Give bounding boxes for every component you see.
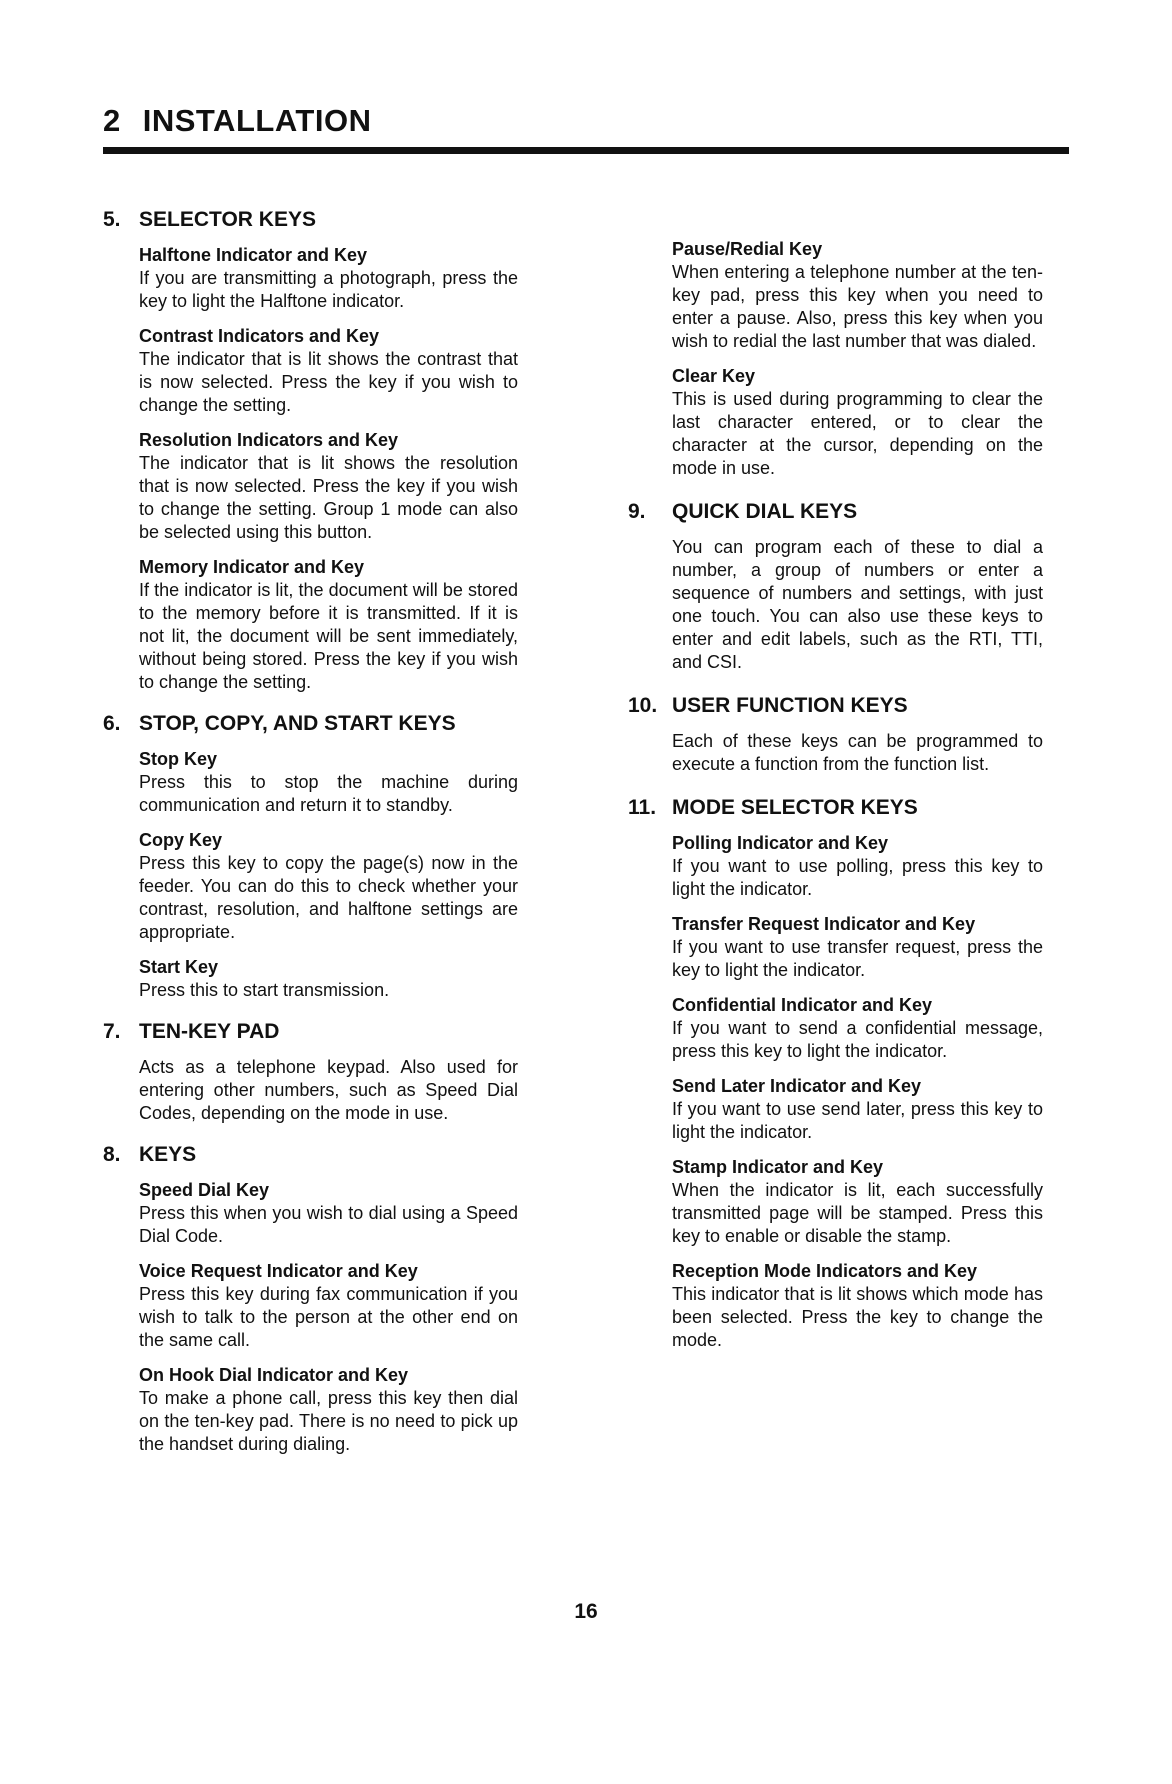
section-heading (628, 500, 1043, 524)
header-rule (103, 147, 1069, 154)
key-title: Transfer Request Indicator and Key (672, 914, 976, 934)
key-text: If the indicator is lit, the document will be stored to the memory before it is transmitted. If it is not lit, the document will be sent immediately, without being stored. Press the key if you wish to change the setting. (139, 580, 518, 692)
key-title: Stamp Indicator and Key (672, 1157, 884, 1177)
section-number: 6. (103, 712, 121, 735)
key-description (139, 1179, 518, 1248)
section-selector-keys (103, 208, 518, 694)
key-title: Send Later Indicator and Key (672, 1076, 922, 1096)
chapter-title-text: INSTALLATION (142, 103, 372, 138)
key-title: Polling Indicator and Key (672, 833, 889, 853)
key-description (139, 956, 518, 1002)
key-description (672, 913, 1043, 982)
key-title: On Hook Dial Indicator and Key (139, 1365, 409, 1385)
key-description (139, 556, 518, 694)
key-text: The indicator that is lit shows the contrast that is now selected. Press the key if you wish to change the setting. (139, 349, 518, 415)
key-text: Press this when you wish to dial using a Speed Dial Code. (139, 1203, 518, 1246)
key-description (139, 429, 518, 544)
section-title: STOP, COPY, AND START KEYS (139, 712, 456, 735)
key-description (139, 1056, 518, 1125)
key-description (672, 994, 1043, 1063)
section-title: QUICK DIAL KEYS (672, 500, 858, 523)
key-text: To make a phone call, press this key then dial on the ten-key pad. There is no need to pick up the handset during dialing. (139, 1388, 518, 1454)
key-text: Press this key to copy the page(s) now in the feeder. You can do this to check whether your contrast, resolution, and halftone settings are appropriate. (139, 853, 518, 942)
section-user-function-keys (628, 694, 1043, 776)
key-title: Clear Key (672, 366, 756, 386)
section-heading (103, 1020, 518, 1044)
key-description (672, 536, 1043, 674)
key-title: Pause/Redial Key (672, 239, 823, 259)
key-text: Acts as a telephone keypad. Also used for entering other numbers, such as Speed Dial Codes, depending on the mode in use. (139, 1057, 518, 1123)
key-title: Start Key (139, 957, 219, 977)
page-number: 16 (574, 1600, 598, 1623)
key-text: If you want to use polling, press this key to light the indicator. (672, 856, 1043, 899)
section-body (139, 1179, 518, 1456)
section-keys (103, 1143, 518, 1456)
key-text: When the indicator is lit, each successfully transmitted page will be stamped. Press this key to enable or disable the stamp. (672, 1180, 1043, 1246)
section-title: MODE SELECTOR KEYS (672, 796, 918, 819)
key-description (139, 244, 518, 313)
section-title: USER FUNCTION KEYS (672, 694, 908, 717)
section-body (672, 832, 1043, 1352)
section-body (139, 748, 518, 1002)
key-description (672, 365, 1043, 480)
key-description (672, 1260, 1043, 1352)
key-description (139, 1260, 518, 1352)
section-heading (628, 796, 1043, 820)
section-mode-selector-keys (628, 796, 1043, 1352)
key-title: Resolution Indicators and Key (139, 430, 399, 450)
key-description (139, 325, 518, 417)
section-heading (103, 1143, 518, 1167)
key-text: If you are transmitting a photograph, press the key to light the Halftone indicator. (139, 268, 518, 311)
section-quick-dial-keys (628, 500, 1043, 674)
key-title: Copy Key (139, 830, 223, 850)
key-text: Press this key during fax communication if you wish to talk to the person at the other end on the same call. (139, 1284, 518, 1350)
key-text: Press this to start transmission. (139, 980, 390, 1000)
section-number: 7. (103, 1020, 121, 1043)
section-number: 5. (103, 208, 121, 231)
section-heading (628, 694, 1043, 718)
key-title: Stop Key (139, 749, 218, 769)
key-text: Each of these keys can be programmed to execute a function from the function list. (672, 731, 1043, 774)
key-text: If you want to send a confidential message, press this key to light the indicator. (672, 1018, 1043, 1061)
key-text: The indicator that is lit shows the resolution that is now selected. Press the key if you wish to change the setting. Group 1 mode can also be selected using this button. (139, 453, 518, 542)
key-description (139, 1364, 518, 1456)
key-text: Press this to stop the machine during communication and return it to standby. (139, 772, 518, 815)
section-heading (103, 208, 518, 232)
key-text: This indicator that is lit shows which mode has been selected. Press the key to change the mode. (672, 1284, 1043, 1350)
key-text: If you want to use transfer request, press the key to light the indicator. (672, 937, 1043, 980)
key-title: Speed Dial Key (139, 1180, 270, 1200)
section-number: 8. (103, 1143, 121, 1166)
section-title: TEN-KEY PAD (139, 1020, 280, 1043)
key-description (672, 1156, 1043, 1248)
section-number: 9. (628, 500, 646, 523)
key-title: Reception Mode Indicators and Key (672, 1261, 978, 1281)
key-title: Memory Indicator and Key (139, 557, 365, 577)
key-title: Confidential Indicator and Key (672, 995, 933, 1015)
section-title: KEYS (139, 1143, 197, 1166)
key-description (139, 748, 518, 817)
key-description (672, 730, 1043, 776)
key-title: Halftone Indicator and Key (139, 245, 368, 265)
key-title: Contrast Indicators and Key (139, 326, 380, 346)
key-description (672, 238, 1043, 353)
key-text: You can program each of these to dial a number, a group of numbers or enter a sequence of numbers and settings, with just one touch. You can also use these keys to enter and edit labels, such as the RTI, TTI, and CSI. (672, 537, 1043, 672)
key-description (672, 832, 1043, 901)
section-continued (628, 238, 1043, 480)
section-ten-key-pad (103, 1020, 518, 1125)
key-description (672, 1075, 1043, 1144)
section-body (139, 244, 518, 694)
section-number: 10. (628, 694, 658, 717)
section-number: 11. (628, 796, 657, 819)
key-text: If you want to use send later, press this key to light the indicator. (672, 1099, 1043, 1142)
chapter-number: 2 (103, 103, 121, 138)
section-body (672, 536, 1043, 674)
section-body (672, 238, 1043, 480)
key-title: Voice Request Indicator and Key (139, 1261, 418, 1281)
section-body (672, 730, 1043, 776)
section-stop-copy-and-start-keys (103, 712, 518, 1002)
chapter-title (103, 103, 371, 139)
left-column (103, 208, 518, 1474)
section-title: SELECTOR KEYS (139, 208, 316, 231)
key-text: When entering a telephone number at the ten-key pad, press this key when you need to enter a pause. Also, press this key when you wish to redial the last number that was dialed. (672, 262, 1043, 351)
right-column (628, 238, 1043, 1372)
section-heading (103, 712, 518, 736)
key-text: This is used during programming to clear the last character entered, or to clear the character at the cursor, depending on the mode in use. (672, 389, 1043, 478)
key-description (139, 829, 518, 944)
section-body (139, 1056, 518, 1125)
